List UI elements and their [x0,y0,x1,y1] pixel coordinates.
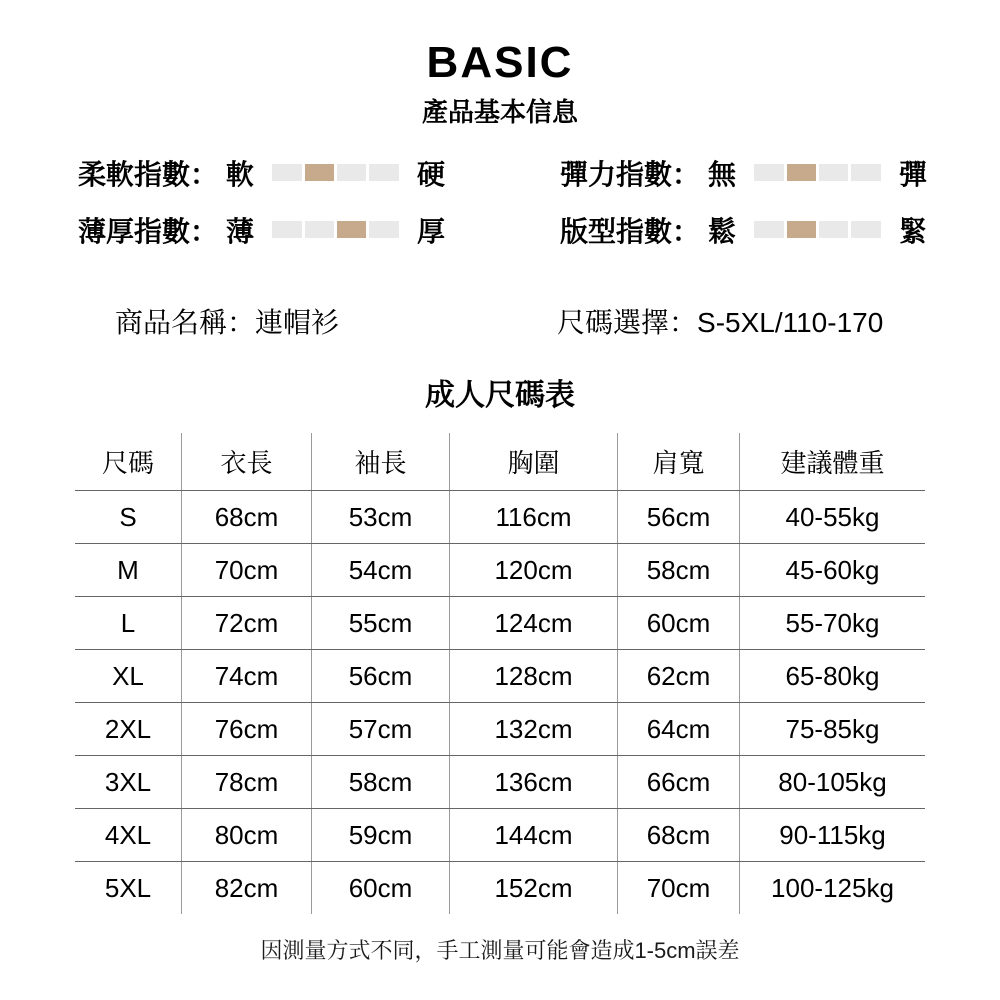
size-table-cell: 72cm [182,597,312,649]
size-table-cell: 56cm [312,650,450,702]
slider-segment [819,164,848,181]
slider-segment [272,164,301,181]
indicator-low-label: 無 [708,158,737,190]
size-table-header-cell: 衣長 [182,433,312,490]
size-table-cell: 152cm [450,862,618,914]
size-table-cell: 4XL [75,809,182,861]
slider-segment-active [337,221,366,238]
size-table-cell: 60cm [312,862,450,914]
measurement-disclaimer: 因測量方式不同，手工測量可能會造成1-5cm誤差 [260,938,740,963]
size-table-cell: 76cm [182,703,312,755]
size-table-cell: 82cm [182,862,312,914]
indicator-high-label: 厚 [416,215,445,247]
size-table-header-cell: 建議體重 [780,448,885,478]
size-table-cell: 100-125kg [771,872,894,903]
size-table-cell: 132cm [450,703,618,755]
size-table-cell: 65-80kg [785,660,880,691]
size-table-row [75,544,925,597]
page-title: BASIC [426,38,574,87]
size-table-cell: 58cm [618,544,740,596]
indicator-high-label: 彈 [898,158,927,190]
slider-segment [754,221,783,238]
size-table-cell: 3XL [75,756,182,808]
indicator-label: 版型指數： [560,215,701,247]
size-table-row [75,491,925,544]
size-table [75,433,925,914]
size-table-cell: 54cm [312,544,450,596]
slider-segment [337,164,366,181]
slider-segment [819,221,848,238]
indicator-high-label: 硬 [416,158,445,190]
product-name-value: 連帽衫 [255,307,340,338]
size-table-cell: 70cm [618,862,740,914]
slider-segment [272,221,301,238]
slider-segment [851,221,880,238]
size-table-cell: 128cm [450,650,618,702]
indicator-grid [78,154,927,248]
indicator-slider [272,164,399,181]
indicator-low-label: 薄 [226,215,255,247]
size-table-cell: 120cm [450,544,618,596]
slider-segment [754,164,783,181]
size-table-cell: S [75,491,182,543]
size-table-cell: 2XL [75,703,182,755]
size-table-cell: 144cm [450,809,618,861]
size-table-cell: 80-105kg [778,766,887,797]
size-table-row [75,597,925,650]
size-table-header-cell: 肩寬 [618,433,740,490]
indicator-softness [78,154,445,191]
size-table-cell: 80cm [182,809,312,861]
slider-segment [369,221,398,238]
size-select-label: 尺碼選擇： [557,307,698,338]
size-table-cell: 70cm [182,544,312,596]
indicator-thickness [78,211,445,248]
indicator-high-label: 緊 [898,215,927,247]
size-table-cell: 66cm [618,756,740,808]
size-table-cell: 68cm [182,491,312,543]
indicator-slider [754,164,881,181]
size-table-cell: 45-60kg [785,554,880,585]
size-table-cell: 58cm [312,756,450,808]
size-table-cell: 62cm [618,650,740,702]
size-table-cell: 55cm [312,597,450,649]
size-table-cell: 57cm [312,703,450,755]
size-table-cell: XL [75,650,182,702]
indicator-elasticity [560,154,927,191]
size-table-cell: 90-115kg [779,819,886,850]
size-table-cell: 64cm [618,703,740,755]
indicator-label: 彈力指數： [560,158,701,190]
indicator-label: 薄厚指數： [78,215,219,247]
size-table-cell: 60cm [618,597,740,649]
size-table-header-cell: 胸圍 [450,433,618,490]
size-table-cell: 53cm [312,491,450,543]
size-table-cell: 56cm [618,491,740,543]
size-table-cell: 78cm [182,756,312,808]
size-table-cell: 116cm [450,491,618,543]
indicator-low-label: 鬆 [708,215,737,247]
size-table-cell: 59cm [312,809,450,861]
slider-segment [851,164,880,181]
size-table-row [75,703,925,756]
size-table-cell: 5XL [75,862,182,914]
size-table-cell: 75-85kg [785,713,880,744]
size-table-row [75,756,925,809]
size-table-cell: 74cm [182,650,312,702]
size-table-cell: 55-70kg [785,607,880,638]
indicator-slider [754,221,881,238]
size-table-cell: 124cm [450,597,618,649]
indicator-low-label: 軟 [226,158,255,190]
product-name-row [115,301,339,341]
size-table-cell: L [75,597,182,649]
size-table-header-cell: 尺碼 [75,433,182,490]
indicator-slider [272,221,399,238]
page-subtitle: 產品基本信息 [421,97,578,127]
size-table-row [75,809,925,862]
size-table-cell: 136cm [450,756,618,808]
size-select-row [557,301,883,341]
size-select-value: S-5XL/110-170 [697,307,884,338]
size-table-header-cell: 袖長 [312,433,450,490]
slider-segment-active [305,164,334,181]
indicator-label: 柔軟指數： [78,158,219,190]
size-table-header-row [75,433,925,491]
size-table-cell: M [75,544,182,596]
size-table-cell: 68cm [618,809,740,861]
slider-segment-active [787,221,816,238]
size-table-row [75,650,925,703]
slider-segment [369,164,398,181]
size-chart-title: 成人尺碼表 [425,379,575,412]
slider-segment [305,221,334,238]
indicator-fit [560,211,927,248]
size-table-cell: 40-55kg [785,501,880,532]
size-table-row [75,862,925,914]
slider-segment-active [787,164,816,181]
product-name-label: 商品名稱： [115,307,256,338]
